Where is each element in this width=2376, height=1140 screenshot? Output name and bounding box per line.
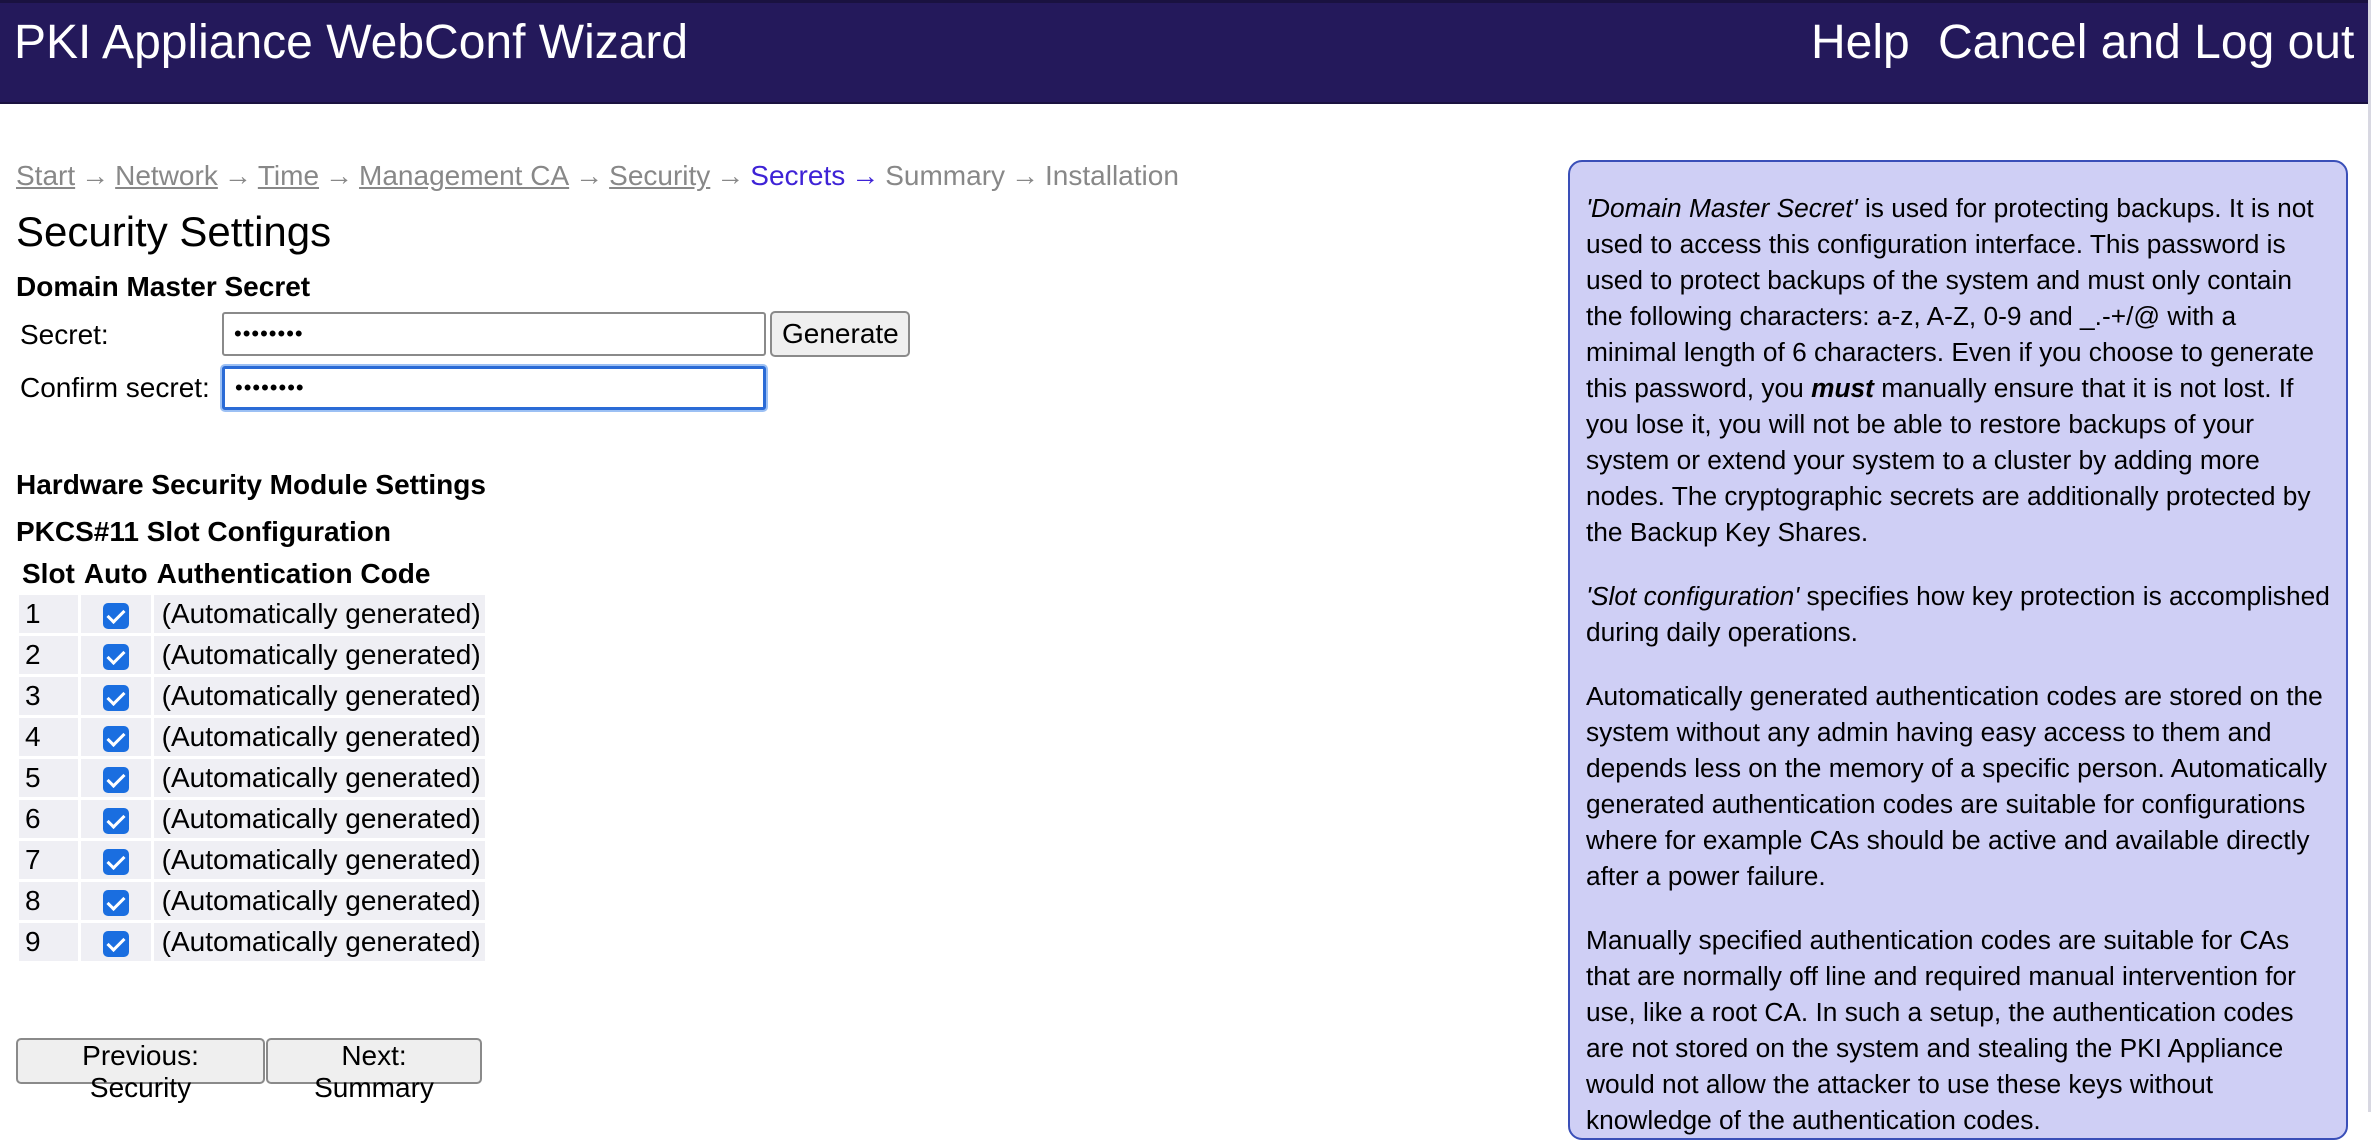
auto-checkbox[interactable] [103,685,129,711]
slot-auto-cell [81,595,151,633]
slot-auto-cell [81,800,151,838]
slot-row [19,882,485,920]
help-paragraph-manual-codes: Manually specified authentication codes are suitable for CAs that are normally off line and required manual intervention for use, like a root CA. In such a setup, the authentication codes are not stored on the system and stealing the PKI Appliance would not allow the attacker to use these keys without knowledge of the authentication codes. [1586,925,2296,1135]
slot-row [19,595,485,633]
auth-code-value: (Automatically generated) [154,800,485,838]
auto-checkbox[interactable] [103,931,129,957]
slot-auto-cell [81,677,151,715]
secret-label: Secret: [20,319,109,350]
breadcrumb-arrow: → [223,160,252,191]
auth-code-value: (Automatically generated) [154,718,485,756]
auto-checkbox[interactable] [103,726,129,752]
slot-column-header: Slot [22,558,75,589]
auth-code-value: (Automatically generated) [154,923,485,961]
slot-number: 1 [19,595,78,633]
secret-input[interactable] [222,312,766,356]
slot-number: 6 [19,800,78,838]
breadcrumb-item-summary: Summary [885,160,1006,191]
auto-column-header: Auto [83,558,148,589]
help-paragraph-automatic-codes: Automatically generated authentication codes are stored on the system without any admin having easy access to them and depends less on the memory of a specific person. Automatically generated authentication codes are suitable for configurations where for example CAs should be active and available directly after a power failure. [1586,681,2328,891]
slot-number: 7 [19,841,78,879]
slot-auto-cell [81,841,151,879]
slot-row [19,841,485,879]
auth-code-value: (Automatically generated) [154,759,485,797]
auth-code-value: (Automatically generated) [154,677,485,715]
auto-checkbox[interactable] [103,890,129,916]
breadcrumb-item-network[interactable]: Network [115,160,218,191]
breadcrumb-item-management-ca[interactable]: Management CA [359,160,570,191]
breadcrumb-arrow: → [325,160,354,191]
help-panel [1568,160,2348,1140]
slot-auto-cell [81,923,151,961]
auth-code-value: (Automatically generated) [154,595,485,633]
auto-checkbox[interactable] [103,603,129,629]
auth-code-value: (Automatically generated) [154,841,485,879]
breadcrumb-item-installation: Installation [1045,160,1179,191]
slot-row [19,759,485,797]
slot-auto-cell [81,718,151,756]
breadcrumb-arrow: → [81,160,110,191]
app-header [0,0,2368,104]
slot-number: 2 [19,636,78,674]
slot-table-header [19,556,485,592]
breadcrumb-item-start[interactable]: Start [16,160,76,191]
generate-button[interactable]: Generate [770,311,910,357]
help-text: specifies how key protection is accomplished during daily operations. [1586,581,2330,647]
previous-security-button[interactable]: Previous: Security [16,1038,265,1084]
breadcrumb-arrow: → [716,160,745,191]
auth-code-column-header: Authentication Code [156,558,431,589]
confirm-secret-label: Confirm secret: [20,372,210,403]
slot-table [16,553,488,964]
slot-number: 3 [19,677,78,715]
slot-row [19,800,485,838]
help-term-domain-master-secret: 'Domain Master Secret' [1586,193,1858,223]
auto-checkbox[interactable] [103,644,129,670]
help-text: is used for protecting backups. It is not used to access this configuration interface. This password is used to protect backups of the system and must only contain the following characters: a-z, A-Z, 0-9 and _.-+/@ with a minimal length of 6 characters. Even if you choose to generate this password, you [1586,193,2314,403]
auto-checkbox[interactable] [103,767,129,793]
slot-number: 9 [19,923,78,961]
help-paragraph-domain-master-secret [1586,190,2332,550]
help-paragraph-slot-configuration [1586,578,2332,650]
slot-row [19,636,485,674]
slot-row [19,718,485,756]
slot-row [19,923,485,961]
confirm-secret-input[interactable] [222,366,766,410]
breadcrumb-arrow: → [851,160,880,191]
domain-master-secret-heading: Domain Master Secret [16,271,311,302]
breadcrumb-item-security[interactable]: Security [609,160,711,191]
help-text: manually ensure that it is not lost. If you lose it, you will not be able to restore backups of your system or extend your system to a cluster by adding more nodes. The cryptographic secrets are additionally protected by the Backup Key Shares. [1586,373,2311,547]
page-title: Security Settings [16,208,332,255]
breadcrumb-arrow: → [1011,160,1040,191]
help-emphasis-must: must [1811,373,1874,403]
breadcrumb [16,160,1179,192]
breadcrumb-item-time[interactable]: Time [257,160,320,191]
hsm-settings-heading: Hardware Security Module Settings [16,469,486,500]
page-edge-divider [2368,0,2371,1112]
auth-code-value: (Automatically generated) [154,636,485,674]
slot-number: 4 [19,718,78,756]
auto-checkbox[interactable] [103,808,129,834]
cancel-logout-link[interactable]: Cancel and Log out [1938,16,2355,69]
slot-auto-cell [81,882,151,920]
slot-number: 5 [19,759,78,797]
slot-row [19,677,485,715]
pkcs11-slot-heading: PKCS#11 Slot Configuration [16,516,391,547]
auth-code-value: (Automatically generated) [154,882,485,920]
breadcrumb-arrow: → [575,160,604,191]
auto-checkbox[interactable] [103,849,129,875]
slot-auto-cell [81,636,151,674]
slot-number: 8 [19,882,78,920]
breadcrumb-item-secrets: Secrets [750,160,846,191]
next-summary-button[interactable]: Next: Summary [266,1038,482,1084]
app-title: PKI Appliance WebConf Wizard [14,16,689,69]
help-term-slot-configuration: 'Slot configuration' [1586,581,1800,611]
slot-auto-cell [81,759,151,797]
help-link[interactable]: Help [1811,16,1910,69]
